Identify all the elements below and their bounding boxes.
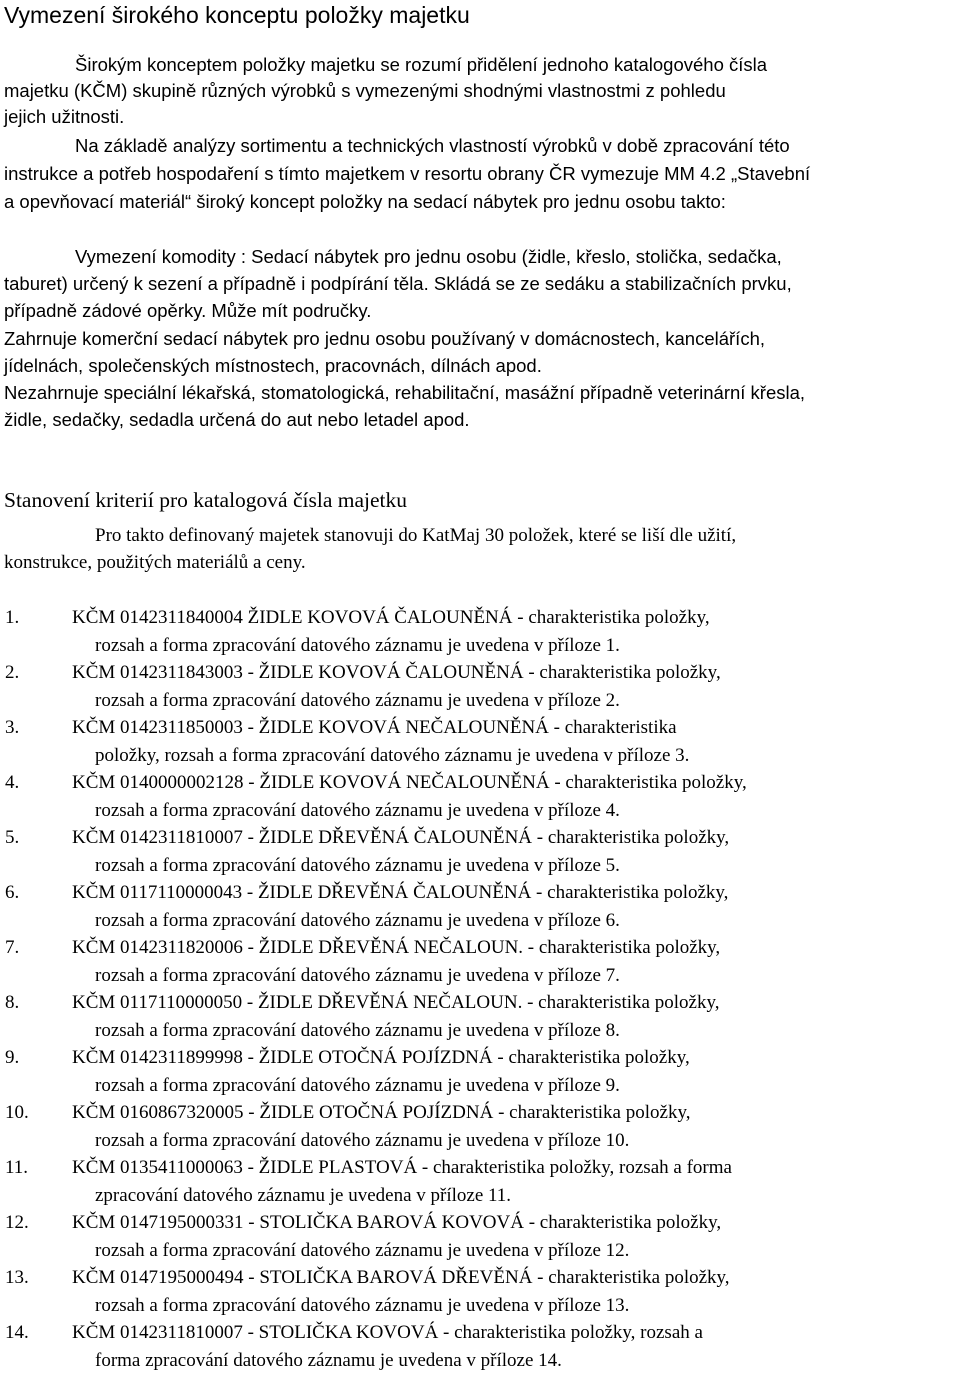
item-heading: KČM 0135411000063 - ŽIDLE PLASTOVÁ - charakteristika položky, rozsah a forma — [72, 1157, 732, 1178]
item-heading: KČM 0142311899998 - ŽIDLE OTOČNÁ POJÍZDNÁ - charakteristika položky, — [72, 1047, 690, 1068]
item-heading: KČM 0142311840004 ŽIDLE KOVOVÁ ČALOUNĚNÁ - charakteristika položky, — [72, 607, 710, 628]
catalog-item — [0, 715, 960, 771]
item-number: 4. — [5, 772, 20, 793]
item-description: rozsah a forma zpracování datového záznamu je uvedena v příloze 13. — [95, 1295, 630, 1316]
item-heading: KČM 0142311810007 - STOLIČKA KOVOVÁ - charakteristika položky, rozsah a — [72, 1322, 703, 1343]
intro-line: jejich užitnosti. — [4, 106, 125, 127]
section-title-criteria: Stanovení kriterií pro katalogová čísla majetku — [4, 488, 408, 512]
item-heading: KČM 0147195000494 - STOLIČKA BAROVÁ DŘEVĚNÁ - charakteristika položky, — [72, 1267, 730, 1288]
definition-line: Vymezení komodity : Sedací nábytek pro jednu osobu (židle, křeslo, stolička, sedačka, — [75, 246, 782, 267]
definition-line: Nezahrnuje speciální lékařská, stomatologická, rehabilitační, masážní případně veterinární křesla, — [4, 382, 806, 403]
intro-line: majetku (KČM) skupině různých výrobků s vymezenými shodnými vlastnostmi z pohledu — [4, 80, 726, 101]
item-heading: KČM 0160867320005 - ŽIDLE OTOČNÁ POJÍZDNÁ - charakteristika položky, — [72, 1102, 691, 1123]
catalog-item — [0, 1320, 960, 1376]
intro-line: Širokým konceptem položky majetku se rozumí přidělení jednoho katalogového čísla — [75, 54, 768, 75]
catalog-item — [0, 825, 960, 881]
item-number: 8. — [5, 992, 20, 1013]
definition-line: jídelnách, společenských místnostech, pracovnách, dílnách apod. — [4, 355, 542, 376]
criteria-intro-line: Pro takto definovaný majetek stanovuji do KatMaj 30 položek, které se liší dle užití, — [95, 525, 737, 546]
item-description: rozsah a forma zpracování datového záznamu je uvedena v příloze 8. — [95, 1020, 620, 1041]
item-number: 11. — [5, 1157, 29, 1178]
item-description: forma zpracování datového záznamu je uvedena v příloze 14. — [95, 1350, 562, 1371]
analysis-line: Na základě analýzy sortimentu a technických vlastností výrobků v době zpracování této — [75, 135, 790, 156]
item-description: rozsah a forma zpracování datového záznamu je uvedena v příloze 6. — [95, 910, 620, 931]
item-description: rozsah a forma zpracování datového záznamu je uvedena v příloze 10. — [95, 1130, 630, 1151]
definition-line: Zahrnuje komerční sedací nábytek pro jednu osobu používaný v domácnostech, kancelářích, — [4, 328, 765, 349]
analysis-line: instrukce a potřeb hospodaření s tímto majetkem v resortu obrany ČR vymezuje MM 4.2 „Stavební — [4, 163, 811, 184]
definition-line: židle, sedačky, sedadla určená do aut nebo letadel apod. — [4, 409, 470, 430]
item-number: 9. — [5, 1047, 20, 1068]
catalog-item — [0, 1265, 960, 1321]
item-description: rozsah a forma zpracování datového záznamu je uvedena v příloze 5. — [95, 855, 620, 876]
item-number: 2. — [5, 662, 20, 683]
item-description: rozsah a forma zpracování datového záznamu je uvedena v příloze 4. — [95, 800, 620, 821]
item-heading: KČM 0117110000050 - ŽIDLE DŘEVĚNÁ NEČALOUN. - charakteristika položky, — [72, 992, 720, 1013]
catalog-item — [0, 1155, 960, 1211]
item-number: 10. — [5, 1102, 29, 1123]
definition-line: taburet) určený k sezení a případně i podpírání těla. Skládá se ze sedáku a stabilizačních prvku, — [4, 273, 792, 294]
item-number: 13. — [5, 1267, 29, 1288]
catalog-item — [0, 880, 960, 936]
item-heading: KČM 0117110000043 - ŽIDLE DŘEVĚNÁ ČALOUNĚNÁ - charakteristika položky, — [72, 882, 729, 903]
item-number: 6. — [5, 882, 20, 903]
item-number: 3. — [5, 717, 20, 738]
item-number: 14. — [5, 1322, 29, 1343]
item-description: rozsah a forma zpracování datového záznamu je uvedena v příloze 1. — [95, 635, 620, 656]
item-heading: KČM 0142311843003 - ŽIDLE KOVOVÁ ČALOUNĚNÁ - charakteristika položky, — [72, 662, 721, 683]
catalog-item — [0, 605, 960, 661]
item-description: zpracování datového záznamu je uvedena v příloze 11. — [95, 1185, 512, 1206]
definition-line: případně zádové opěrky. Může mít područky. — [4, 300, 372, 321]
item-description: rozsah a forma zpracování datového záznamu je uvedena v příloze 7. — [95, 965, 620, 986]
catalog-item — [0, 1100, 960, 1156]
analysis-line: a opevňovací materiál“ široký koncept položky na sedací nábytek pro jednu osobu takto: — [4, 191, 726, 212]
item-heading: KČM 0142311850003 - ŽIDLE KOVOVÁ NEČALOUNĚNÁ - charakteristika — [72, 717, 677, 738]
item-heading: KČM 0140000002128 - ŽIDLE KOVOVÁ NEČALOUNĚNÁ - charakteristika položky, — [72, 772, 747, 793]
item-description: položky, rozsah a forma zpracování datového záznamu je uvedena v příloze 3. — [95, 745, 690, 766]
item-heading: KČM 0147195000331 - STOLIČKA BAROVÁ KOVOVÁ - charakteristika položky, — [72, 1212, 722, 1233]
catalog-item — [0, 990, 960, 1046]
item-number: 7. — [5, 937, 20, 958]
catalog-item — [0, 660, 960, 716]
item-number: 5. — [5, 827, 20, 848]
criteria-intro-line: konstrukce, použitých materiálů a ceny. — [4, 552, 306, 573]
catalog-item — [0, 1045, 960, 1101]
item-heading: KČM 0142311810007 - ŽIDLE DŘEVĚNÁ ČALOUNĚNÁ - charakteristika položky, — [72, 827, 730, 848]
item-description: rozsah a forma zpracování datového záznamu je uvedena v příloze 9. — [95, 1075, 620, 1096]
catalog-item — [0, 935, 960, 991]
item-number: 1. — [5, 607, 20, 628]
item-description: rozsah a forma zpracování datového záznamu je uvedena v příloze 2. — [95, 690, 620, 711]
section-title-scope: Vymezení širokého konceptu položky majetku — [4, 2, 470, 28]
catalog-item — [0, 1210, 960, 1266]
item-number: 12. — [5, 1212, 29, 1233]
catalog-item — [0, 770, 960, 826]
item-description: rozsah a forma zpracování datového záznamu je uvedena v příloze 12. — [95, 1240, 630, 1261]
item-heading: KČM 0142311820006 - ŽIDLE DŘEVĚNÁ NEČALOUN. - charakteristika položky, — [72, 937, 721, 958]
